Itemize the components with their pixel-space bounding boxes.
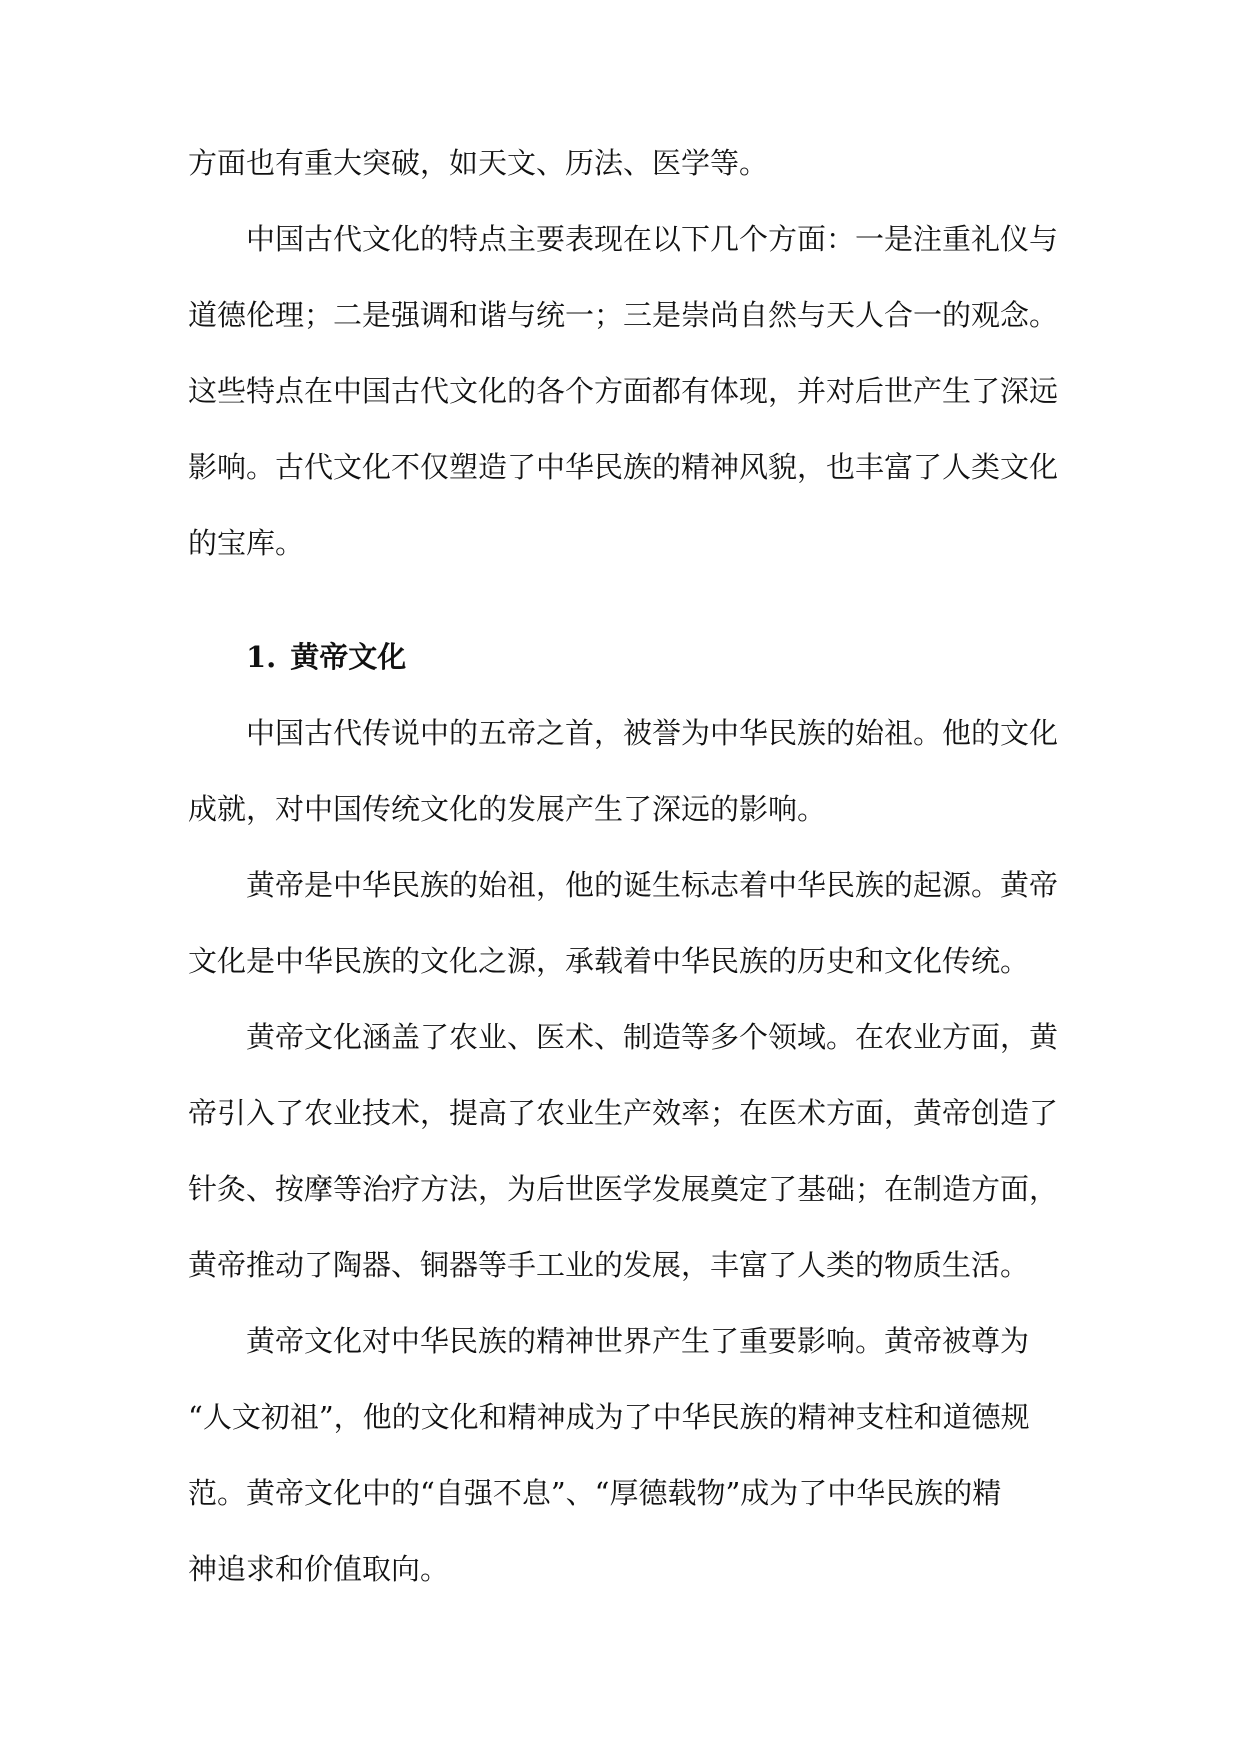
paragraph-line: 的宝库。 [188,526,305,560]
paragraph-line: 道德伦理；二是强调和谐与统一；三是崇尚自然与天人合一的观念。 [188,298,1059,332]
section-number: 1. [246,640,277,674]
paragraph-continuation [188,144,1068,182]
paragraph-line: 影响。古代文化不仅塑造了中华民族的精神风貌，也丰富了人类文化 [188,450,1059,484]
paragraph-line: 这些特点在中国古代文化的各个方面都有体现，并对后世产生了深远 [188,374,1059,408]
document-body [188,144,1068,1588]
section-title: 黄帝文化 [290,640,407,674]
section-heading [188,638,1068,676]
paragraph-characteristics [188,220,1068,562]
paragraph-line: 帝引入了农业技术，提高了农业生产效率；在医术方面，黄帝创造了 [188,1096,1059,1130]
paragraph-line: 黄帝文化涵盖了农业、医术、制造等多个领域。在农业方面，黄 [246,1020,1059,1054]
paragraph-line: 针灸、按摩等治疗方法，为后世医学发展奠定了基础；在制造方面， [188,1172,1059,1206]
paragraph-huangdi-fields [188,1018,1068,1284]
paragraph-huangdi-origin [188,866,1068,980]
paragraph-line: “人文初祖”，他的文化和精神成为了中华民族的精神支柱和道德规 [188,1400,1030,1434]
paragraph-line: 黄帝推动了陶器、铜器等手工业的发展，丰富了人类的物质生活。 [188,1248,1030,1282]
paragraph-huangdi-intro [188,714,1068,828]
paragraph-line: 中国古代文化的特点主要表现在以下几个方面：一是注重礼仪与 [246,222,1059,256]
paragraph-line: 范。黄帝文化中的“自强不息”、“厚德载物”成为了中华民族的精 [188,1476,1002,1510]
paragraph-huangdi-spirit [188,1322,1068,1588]
paragraph-line: 中国古代传说中的五帝之首，被誉为中华民族的始祖。他的文化 [246,716,1059,750]
paragraph-line: 神追求和价值取向。 [188,1552,450,1586]
paragraph-line: 方面也有重大突破，如天文、历法、医学等。 [188,146,769,180]
paragraph-line: 成就，对中国传统文化的发展产生了深远的影响。 [188,792,827,826]
paragraph-line: 文化是中华民族的文化之源，承载着中华民族的历史和文化传统。 [188,944,1030,978]
paragraph-line: 黄帝是中华民族的始祖，他的诞生标志着中华民族的起源。黄帝 [246,868,1059,902]
paragraph-line: 黄帝文化对中华民族的精神世界产生了重要影响。黄帝被尊为 [246,1324,1030,1358]
